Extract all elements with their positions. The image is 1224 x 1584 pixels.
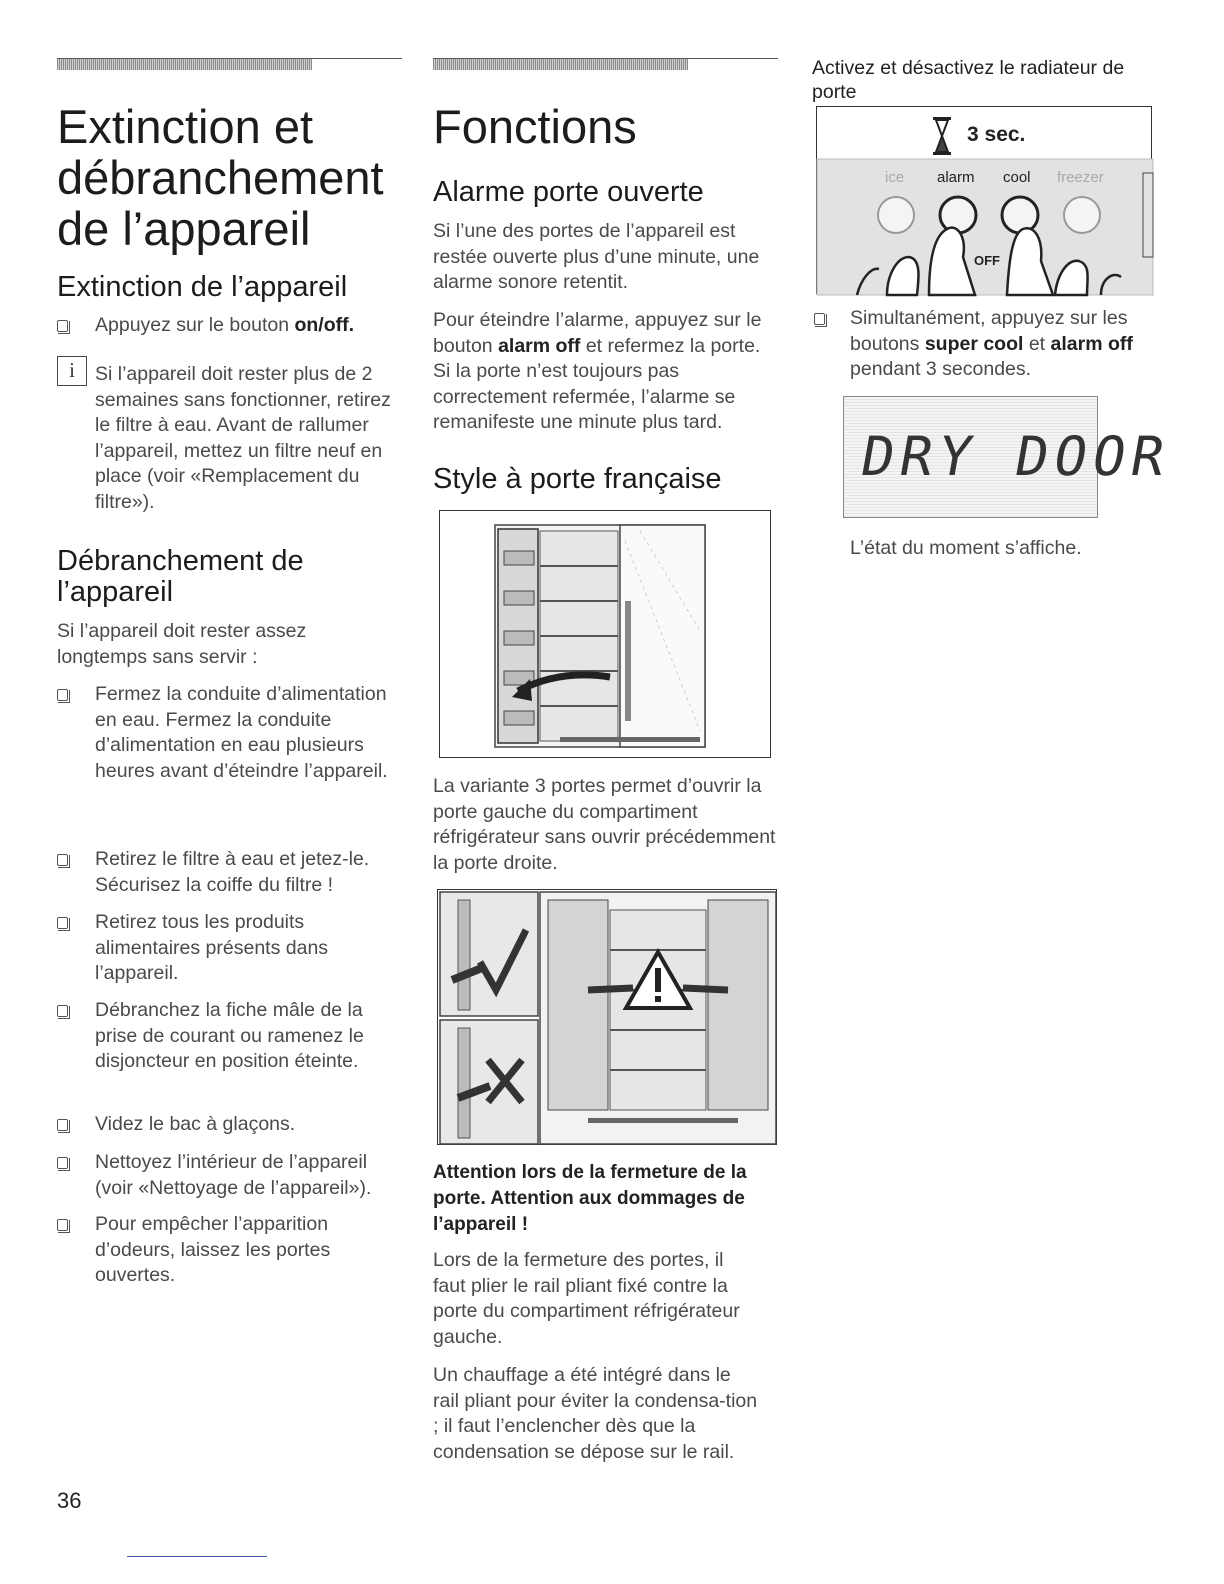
hourglass-icon	[933, 117, 951, 155]
page-title-middle: Fonctions	[433, 100, 637, 153]
status-text: L’état du moment s’affiche.	[850, 537, 1082, 559]
info-note: Si l’appareil doit rester plus de 2 semaines sans fonctionner, retirez le filtre à eau. Avant de rallumer l’appareil, mettez un filtre neuf en place (voir «Remplacement du filtre»).	[95, 363, 391, 513]
attention-warning: Attention lors de la fermeture de la porte. Attention aux dommages de l’appareil !	[433, 1162, 747, 1235]
checkbox-icon	[57, 689, 68, 701]
section-bar	[433, 58, 778, 72]
page-number: 36	[57, 1488, 82, 1513]
alarm-text-2: Pour éteindre l’alarme, appuyez sur le bouton alarm off et refermez la porte. Si la porte n’est toujours pas correctement refermée, l’alarme se remanifeste une minute plus tard.	[433, 309, 762, 433]
panel-label-cool: cool	[1003, 169, 1031, 186]
checkbox-icon	[814, 313, 825, 325]
heading-style: Style à porte française	[433, 463, 722, 495]
off-label: OFF	[974, 253, 1000, 268]
info-icon: i	[57, 356, 87, 386]
checkbox-icon	[57, 1157, 68, 1169]
heading-extinction: Extinction de l’appareil	[57, 271, 348, 303]
checkbox-icon	[57, 1119, 68, 1131]
fridge-open-door-figure	[439, 510, 771, 758]
checkbox-icon	[57, 1005, 68, 1017]
alarm-text-1: Si l’une des portes de l’appareil est restée ouverte plus d’une minute, une alarme sonore retentit.	[433, 220, 760, 293]
heading-debranchement: Débranchement de l’appareil	[57, 545, 304, 608]
heading-door-heater: Activez et désactivez le radiateur de porte	[812, 57, 1125, 103]
checkbox-icon	[57, 1219, 68, 1231]
heading-alarm: Alarme porte ouverte	[433, 176, 704, 208]
checkbox-icon	[57, 854, 68, 866]
fridge-illustration	[440, 511, 772, 759]
panel-label-alarm: alarm	[937, 169, 975, 186]
checkbox-icon	[57, 917, 68, 929]
timer-label: 3 sec.	[967, 123, 1026, 146]
checkbox-icon	[57, 320, 68, 332]
heating-text: Un chauffage a été intégré dans le rail pliant pour éviter la condensa-tion ; il faut l’enclencher dès que la condensation se dépose sur le rail.	[433, 1364, 758, 1463]
page-title-left: Extinction et débranchement de l’appareil	[57, 100, 384, 255]
display-text: DRY DOOR	[856, 425, 1176, 488]
door-closing-figure	[437, 889, 777, 1145]
door-closing-illustration	[438, 890, 778, 1146]
footer-line	[127, 1556, 267, 1557]
control-panel-figure	[816, 106, 1152, 294]
intro-text: Si l’appareil doit rester assez longtemps sans servir :	[57, 620, 307, 668]
section-bar	[57, 58, 402, 72]
display-panel	[843, 396, 1176, 518]
style-text: La variante 3 portes permet d’ouvrir la porte gauche du compartiment réfrigérateur sans ouvrir précédemment la porte droite.	[433, 775, 776, 874]
closing-text: Lors de la fermeture des portes, il faut plier le rail pliant fixé contre la porte du compartiment réfrigérateur gauche.	[433, 1249, 740, 1348]
panel-label-ice: ice	[885, 169, 905, 186]
panel-label-freezer: freezer	[1057, 169, 1104, 186]
